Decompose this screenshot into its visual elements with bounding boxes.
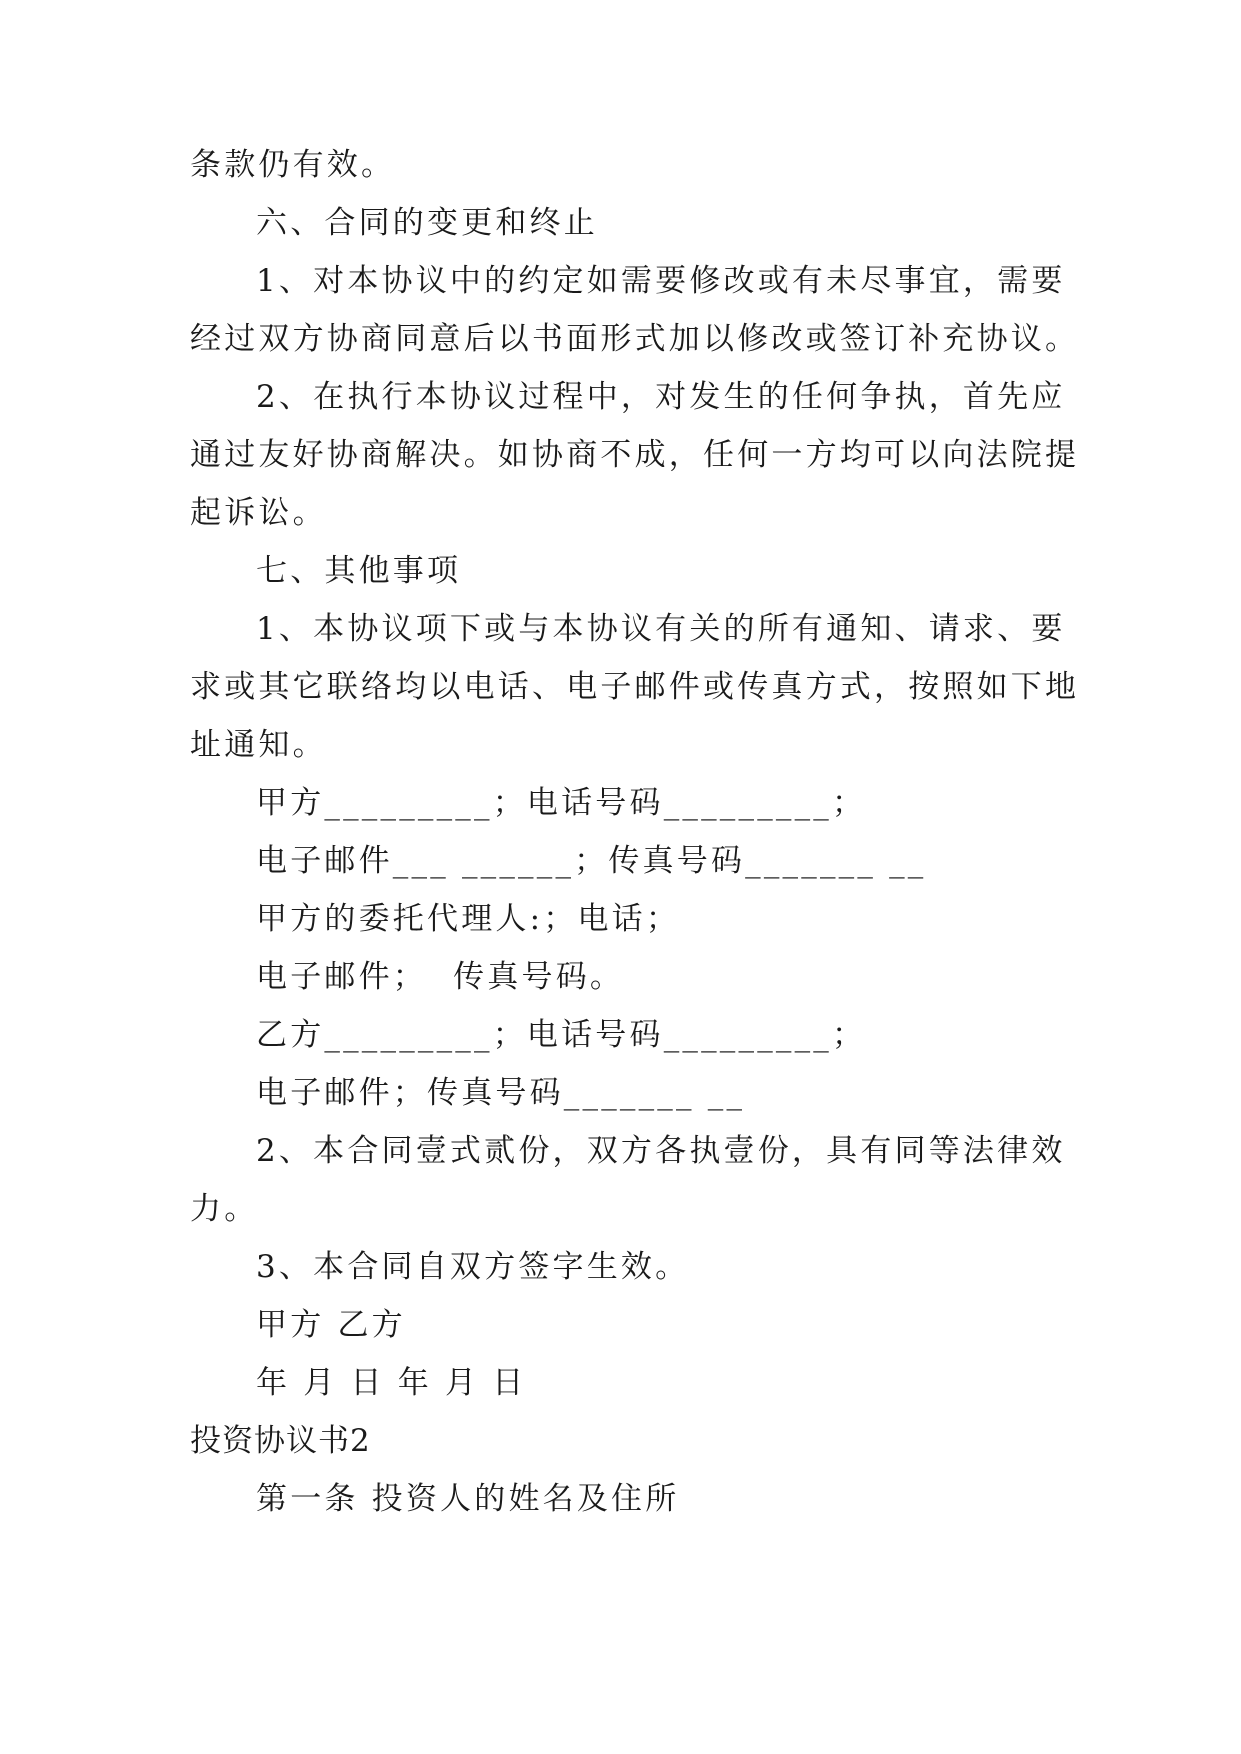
party-b-email-fax-line: 电子邮件；传真号码_______ __ — [256, 1075, 746, 1111]
paragraph-line: 1、对本协议中的约定如需要修改或有未尽事宜，需要 — [256, 263, 1066, 299]
paragraph-line: 经过双方协商同意后以书面形式加以修改或签订补充协议。 — [190, 321, 1080, 357]
paragraph-line: 通过友好协商解决。如协商不成，任何一方均可以向法院提 — [190, 437, 1080, 473]
section-heading: 七、其他事项 — [256, 553, 462, 589]
paragraph-line: 2、本合同壹式贰份，双方各执壹份，具有同等法律效 — [256, 1133, 1066, 1169]
party-a-email-fax-line: 电子邮件___ ______；传真号码_______ __ — [256, 843, 927, 879]
paragraph-line: 条款仍有效。 — [190, 147, 396, 183]
party-a-agent-line: 甲方的委托代理人:；电话； — [256, 901, 681, 937]
section-heading: 六、合同的变更和终止 — [256, 205, 598, 241]
paragraph-line: 求或其它联络均以电话、电子邮件或传真方式，按照如下地 — [190, 669, 1080, 705]
signature-parties-line: 甲方 乙方 — [256, 1307, 406, 1343]
paragraph-line: 起诉讼。 — [190, 495, 327, 531]
document-title: 投资协议书2 — [190, 1423, 371, 1459]
party-a-contact-line: 甲方_________；电话号码_________； — [256, 785, 867, 821]
article-heading: 第一条 投资人的姓名及住所 — [256, 1481, 680, 1517]
paragraph-line: 址通知。 — [190, 727, 327, 763]
party-a-agent-email-fax-line: 电子邮件； 传真号码。 — [256, 959, 625, 995]
paragraph-line: 2、在执行本协议过程中，对发生的任何争执，首先应 — [256, 379, 1066, 415]
party-b-contact-line: 乙方_________；电话号码_________； — [256, 1017, 867, 1053]
paragraph-line: 3、本合同自双方签字生效。 — [256, 1249, 690, 1285]
signature-date-line: 年 月 日 年 月 日 — [256, 1365, 527, 1401]
paragraph-line: 1、本协议项下或与本协议有关的所有通知、请求、要 — [256, 611, 1066, 647]
paragraph-line: 力。 — [190, 1191, 259, 1227]
